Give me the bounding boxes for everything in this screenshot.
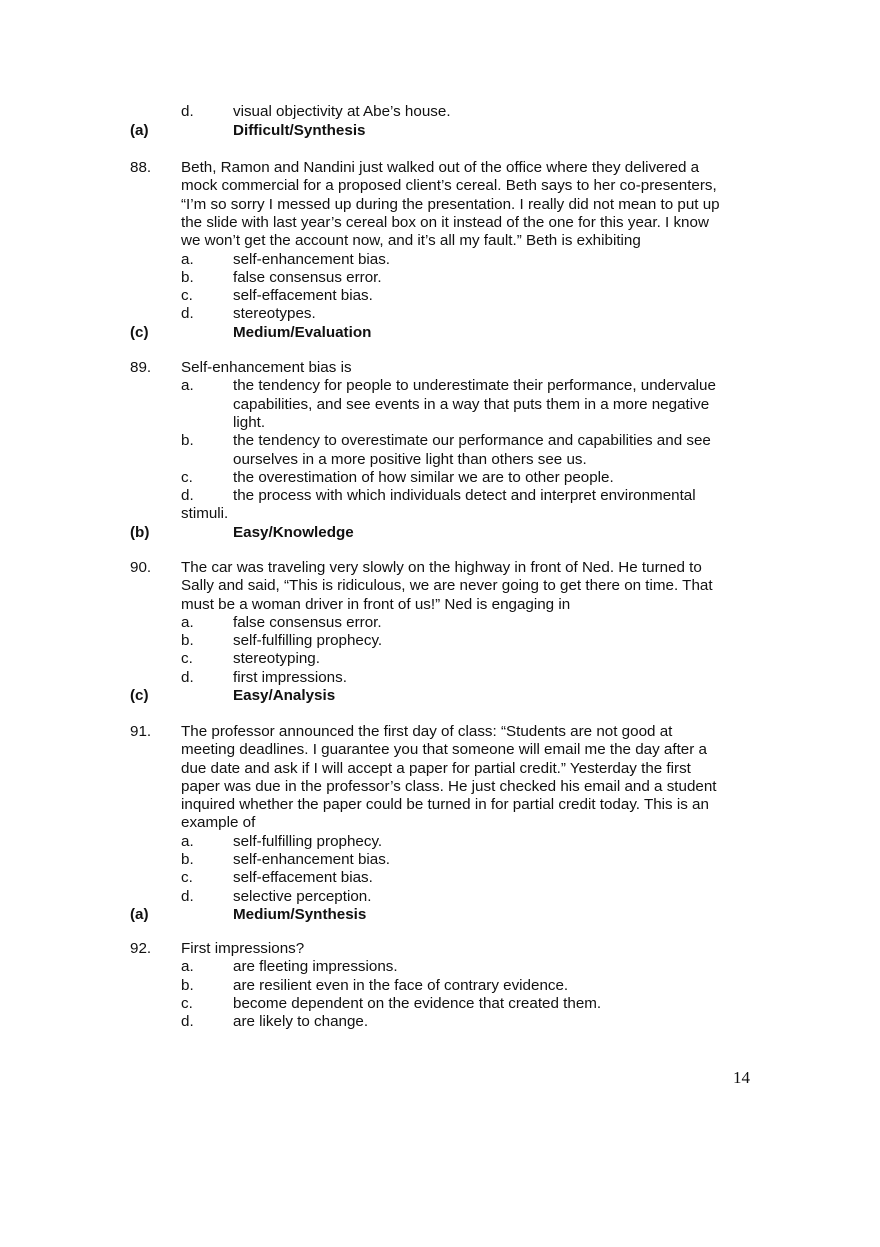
prev-level: Difficult/Synthesis: [233, 122, 366, 139]
option-text-line: self-enhancement bias.: [233, 251, 391, 268]
option-letter: b.: [181, 269, 194, 286]
option-letter: b.: [181, 432, 194, 449]
option-text-line: are likely to change.: [233, 1013, 369, 1030]
question-stem-line: paper was due in the professor’s class. He just checked his email and a student: [181, 778, 717, 795]
question-stem-line: the slide with last year’s cereal box on it instead of the one for this year. I know: [181, 214, 709, 231]
question-stem-line: The professor announced the first day of class: “Students are not good at: [181, 723, 673, 740]
prev-answer: (a): [130, 122, 149, 139]
difficulty-level: Medium/Evaluation: [233, 324, 372, 341]
question-stem-line: Self-enhancement bias is: [181, 359, 352, 376]
option-text-line: false consensus error.: [233, 614, 382, 631]
answer-key: (b): [130, 524, 150, 541]
option-text-line: the overestimation of how similar we are to other people.: [233, 469, 614, 486]
answer-key: (c): [130, 324, 149, 341]
difficulty-level: Easy/Knowledge: [233, 524, 354, 541]
option-letter: d.: [181, 888, 194, 905]
option-text-line: first impressions.: [233, 669, 347, 686]
option-text-line: self-fulfilling prophecy.: [233, 833, 383, 850]
option-text-line: the process with which individuals detect and interpret environmental: [233, 487, 696, 504]
option-text-line: stereotypes.: [233, 305, 316, 322]
option-letter: a.: [181, 958, 194, 975]
option-letter: a.: [181, 833, 194, 850]
option-text-line: stereotyping.: [233, 650, 320, 667]
answer-key: (c): [130, 687, 149, 704]
option-text-line: selective perception.: [233, 888, 372, 905]
option-text-line: light.: [233, 414, 266, 431]
question-stem-line: we won’t get the account now, and it’s all my fault.” Beth is exhibiting: [181, 232, 641, 249]
question-number: 92.: [130, 940, 152, 957]
option-letter: d.: [181, 669, 194, 686]
option-text-line: self-enhancement bias.: [233, 851, 391, 868]
option-text-line: ourselves in a more positive light than others see us.: [233, 451, 587, 468]
option-letter: c.: [181, 650, 193, 667]
question-stem-line: must be a woman driver in front of us!” Ned is engaging in: [181, 596, 571, 613]
question-stem-line: “I’m so sorry I messed up during the presentation. I really did not mean to put up: [181, 196, 720, 213]
question-stem-line: inquired whether the paper could be turned in for partial credit today. This is an: [181, 796, 709, 813]
question-number: 91.: [130, 723, 152, 740]
option-text-line: become dependent on the evidence that created them.: [233, 995, 602, 1012]
option-text-line: self-effacement bias.: [233, 869, 373, 886]
option-letter: c.: [181, 995, 193, 1012]
option-text-line: the tendency for people to underestimate their performance, undervalue: [233, 377, 716, 394]
option-letter: a.: [181, 251, 194, 268]
question-stem-line: First impressions?: [181, 940, 305, 957]
option-letter: a.: [181, 377, 194, 394]
question-stem-line: Sally and said, “This is ridiculous, we are never going to get there on time. That: [181, 577, 713, 594]
option-text-line: capabilities, and see events in a way that puts them in a more negative: [233, 396, 710, 413]
option-letter: c.: [181, 469, 193, 486]
option-text-line: self-effacement bias.: [233, 287, 373, 304]
option-text-line: are resilient even in the face of contrary evidence.: [233, 977, 569, 994]
prev-option-text: visual objectivity at Abe’s house.: [233, 103, 451, 120]
question-number: 88.: [130, 159, 152, 176]
option-text-line: the tendency to overestimate our performance and capabilities and see: [233, 432, 711, 449]
difficulty-level: Medium/Synthesis: [233, 906, 367, 923]
question-stem-line: Beth, Ramon and Nandini just walked out of the office where they delivered a: [181, 159, 700, 176]
option-text-line: self-fulfilling prophecy.: [233, 632, 383, 649]
option-letter: c.: [181, 869, 193, 886]
option-letter: c.: [181, 287, 193, 304]
question-number: 90.: [130, 559, 152, 576]
question-number: 89.: [130, 359, 152, 376]
option-letter: b.: [181, 632, 194, 649]
option-text-line: are fleeting impressions.: [233, 958, 398, 975]
question-stem-line: due date and ask if I will accept a paper for partial credit.” Yesterday the first: [181, 760, 691, 777]
option-letter: b.: [181, 977, 194, 994]
option-letter: a.: [181, 614, 194, 631]
page-number: 14: [733, 1068, 750, 1087]
question-stem-line: mock commercial for a proposed client’s cereal. Beth says to her co-presenters,: [181, 177, 717, 194]
option-text-line: false consensus error.: [233, 269, 382, 286]
question-stem-line: meeting deadlines. I guarantee you that someone will email me the day after a: [181, 741, 707, 758]
option-letter: d.: [181, 305, 194, 322]
option-letter: d.: [181, 1013, 194, 1030]
option-letter: d.: [181, 487, 194, 504]
prev-option-letter: d.: [181, 103, 194, 120]
answer-key: (a): [130, 906, 149, 923]
difficulty-level: Easy/Analysis: [233, 687, 336, 704]
question-stem-line: example of: [181, 814, 256, 831]
option-letter: b.: [181, 851, 194, 868]
question-stem-line: The car was traveling very slowly on the highway in front of Ned. He turned to: [181, 559, 702, 576]
option-text-wrap: stimuli.: [181, 505, 229, 522]
